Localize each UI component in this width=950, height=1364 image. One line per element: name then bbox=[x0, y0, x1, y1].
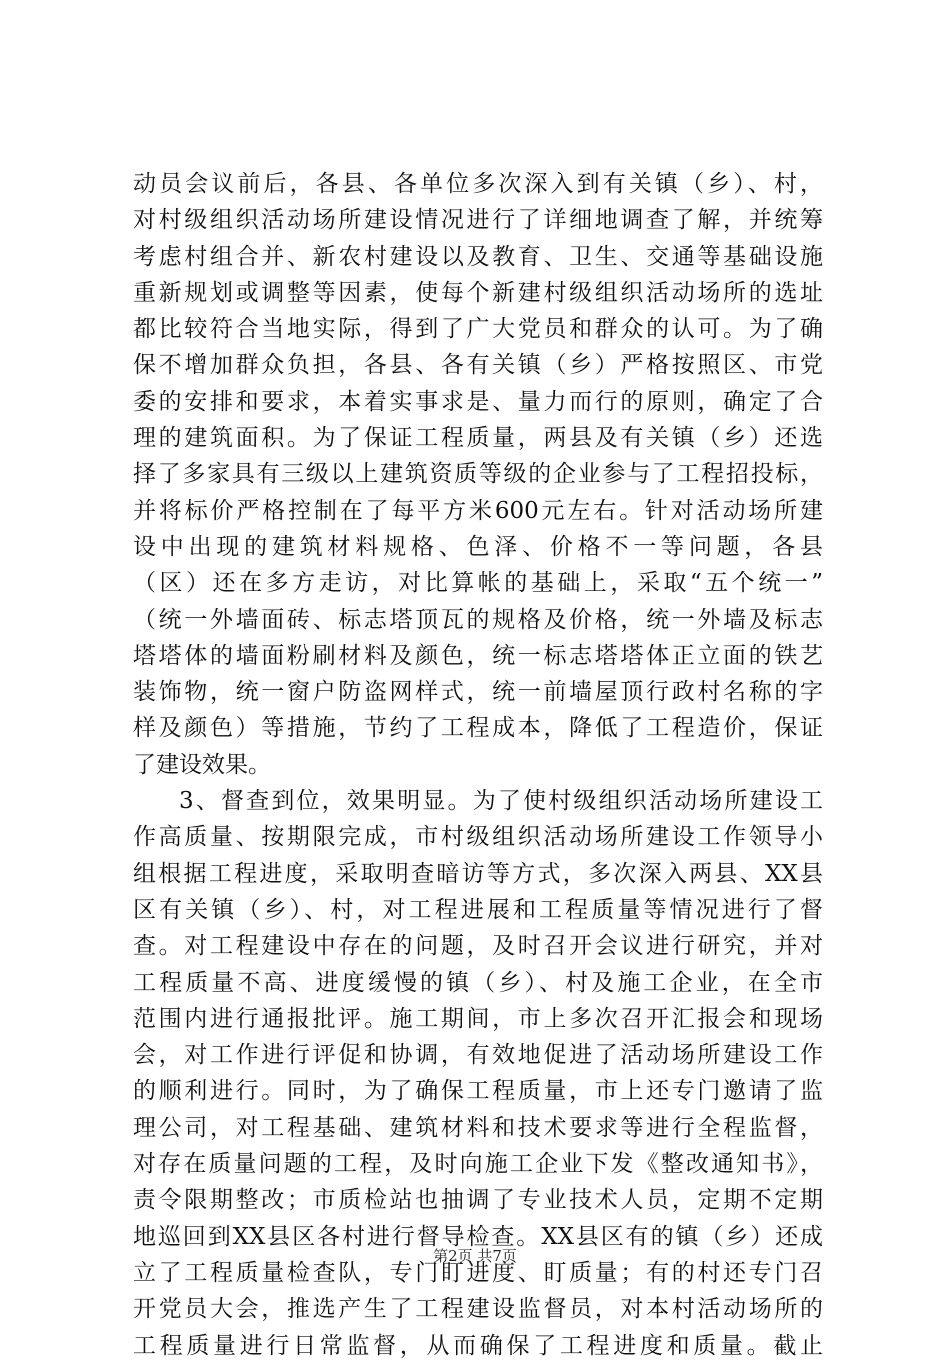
text-line: （区）还在多方走访，对比算帐的基础上，采取“五个统一” bbox=[133, 570, 823, 597]
text-line: 设中出现的建筑材料规格、色泽、价格不一等问题，各县 bbox=[133, 533, 823, 560]
text-line: 的顺利进行。同时，为了确保工程质量，市上还专门邀请了监 bbox=[133, 1078, 823, 1105]
text-line: 立了工程质量检查队，专门盯进度、盯质量；有的村还专门召 bbox=[133, 1259, 823, 1286]
text-line: 范围内进行通报批评。施工期间，市上多次召开汇报会和现场 bbox=[133, 1005, 823, 1032]
text-line: 保不增加群众负担，各县、各有关镇（乡）严格按照区、市党 bbox=[133, 352, 823, 379]
text-line: 区有关镇（乡）、村，对工程进展和工程质量等情况进行了督 bbox=[133, 896, 823, 923]
text-line: 工程质量进行日常监督，从而确保了工程进度和质量。截止 bbox=[133, 1332, 823, 1359]
text-line: 考虑村组合并、新农村建设以及教育、卫生、交通等基础设施 bbox=[133, 243, 823, 270]
text-line: 都比较符合当地实际，得到了广大党员和群众的认可。为了确 bbox=[133, 316, 823, 343]
text-line: 动员会议前后，各县、各单位多次深入到有关镇（乡）、村， bbox=[133, 171, 823, 197]
text-line: 塔塔体的墙面粉刷材料及颜色，统一标志塔塔体正立面的铁艺 bbox=[133, 642, 823, 669]
text-line: 3、督查到位，效果明显。为了使村级组织活动场所建设工 bbox=[179, 788, 823, 815]
text-line: 择了多家具有三级以上建筑资质等级的企业参与了工程招投标， bbox=[133, 461, 823, 488]
text-line: 会，对工作进行评促和协调，有效地促进了活动场所建设工作 bbox=[133, 1042, 823, 1069]
text-line: 作高质量、按期限完成，市村级组织活动场所建设工作领导小 bbox=[133, 824, 823, 851]
text-line: 查。对工程建设中存在的问题，及时召开会议进行研究，并对 bbox=[133, 933, 823, 960]
text-line: 装饰物，统一窗户防盗网样式，统一前墙屋顶行政村名称的字 bbox=[133, 679, 823, 706]
text-line: 委的安排和要求，本着实事求是、量力而行的原则，确定了合 bbox=[133, 388, 823, 415]
text-line: 理公司，对工程基础、建筑材料和技术要求等进行全程监督， bbox=[133, 1114, 823, 1141]
text-line: 地巡回到XX县区各村进行督导检查。XX县区有的镇（乡）还成 bbox=[133, 1223, 823, 1250]
text-line: 并将标价严格控制在了每平方米600元左右。针对活动场所建 bbox=[133, 497, 823, 524]
body-text bbox=[133, 166, 823, 1364]
text-line: 组根据工程进度，采取明查暗访等方式，多次深入两县、XX县 bbox=[133, 860, 823, 887]
text-line: 了建设效果。 bbox=[133, 751, 271, 778]
text-line: 责令限期整改；市质检站也抽调了专业技术人员，定期不定期 bbox=[133, 1187, 823, 1214]
text-line: 理的建筑面积。为了保证工程质量，两县及有关镇（乡）还选 bbox=[133, 425, 823, 452]
page-number-footer: 第2页 共7页 bbox=[433, 1247, 517, 1265]
text-line: 样及颜色）等措施，节约了工程成本，降低了工程造价，保证 bbox=[133, 715, 823, 742]
text-line: 工程质量不高、进度缓慢的镇（乡）、村及施工企业，在全市 bbox=[133, 969, 823, 996]
text-line: 对村级组织活动场所建设情况进行了详细地调查了解，并统筹 bbox=[133, 207, 823, 234]
text-line: （统一外墙面砖、标志塔顶瓦的规格及价格，统一外墙及标志 bbox=[133, 606, 823, 633]
text-line: 重新规划或调整等因素，使每个新建村级组织活动场所的选址 bbox=[133, 279, 823, 306]
text-line: 对存在质量问题的工程，及时向施工企业下发《整改通知书》， bbox=[133, 1151, 823, 1178]
text-line: 开党员大会，推选产生了工程建设监督员，对本村活动场所的 bbox=[133, 1296, 823, 1323]
